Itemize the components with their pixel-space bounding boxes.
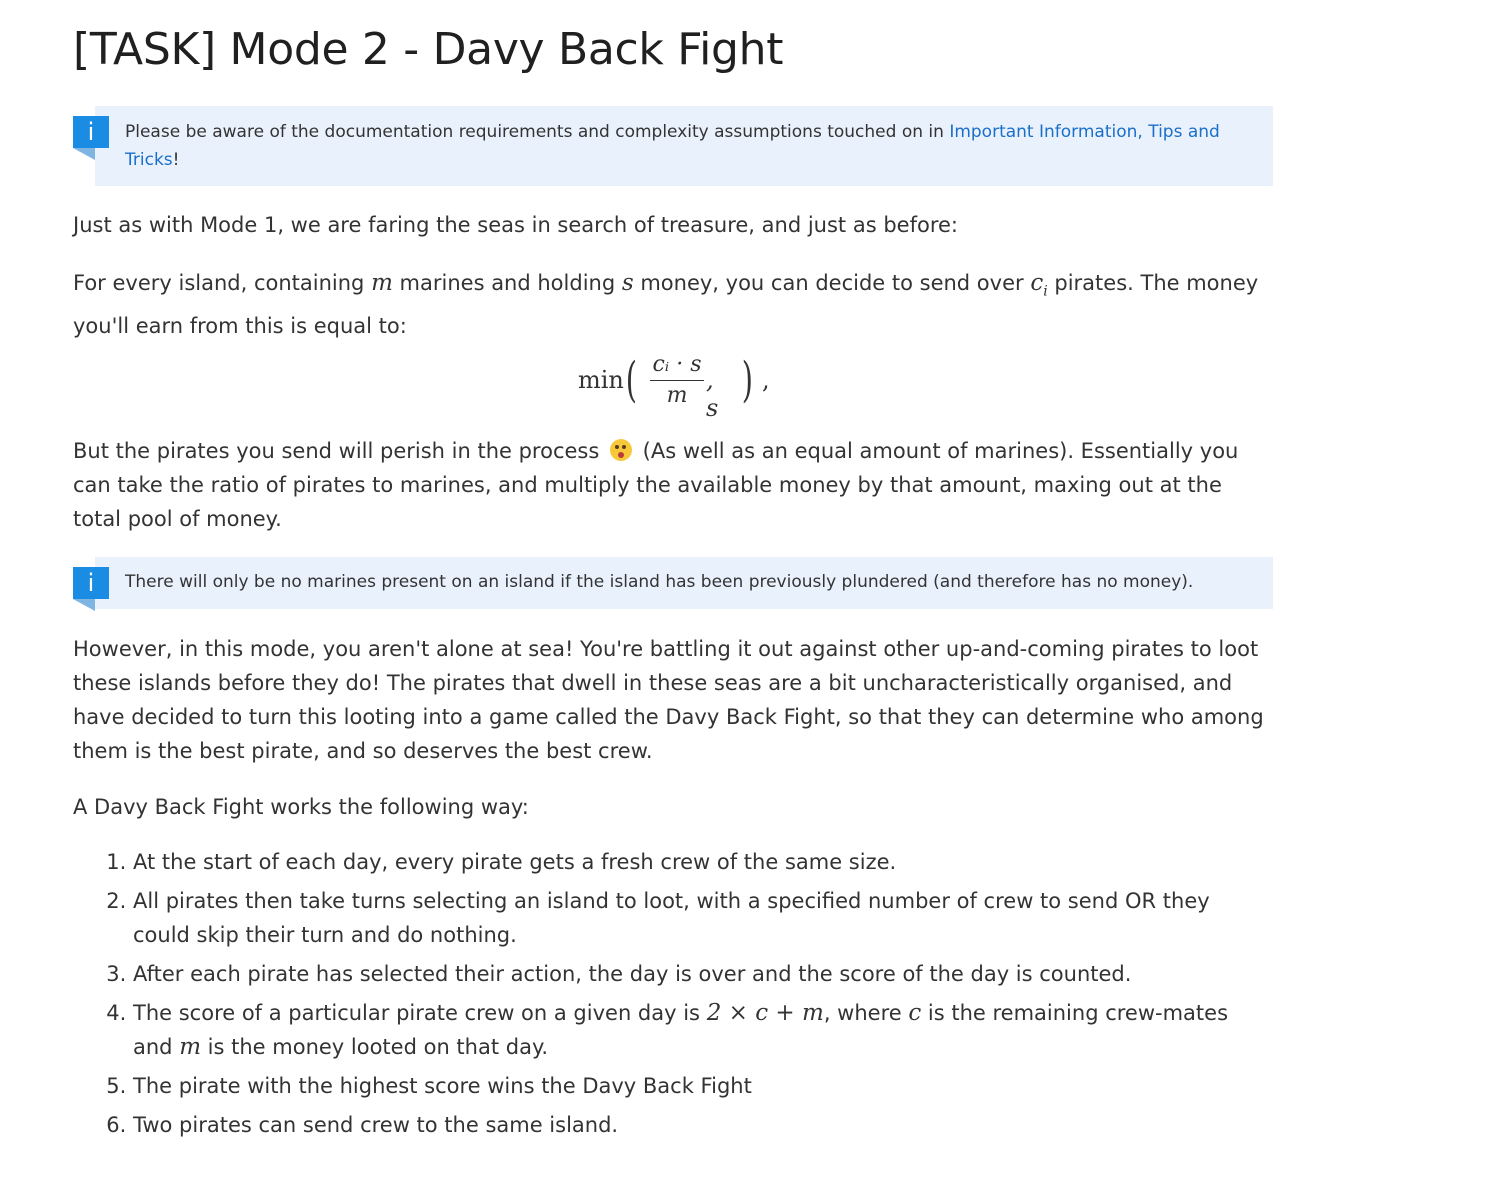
- callout-text-before: Please be aware of the documentation requirements and complexity assumptions touched on in: [125, 122, 950, 142]
- text-segment: marines and holding: [392, 271, 622, 295]
- math-s: s: [621, 270, 634, 296]
- formula-fraction: [650, 352, 704, 409]
- page-title: [TASK] Mode 2 - Davy Back Fight: [73, 24, 784, 75]
- paragraph-perish: [73, 434, 1273, 536]
- formula-fraction-bar: [650, 380, 704, 381]
- text-segment: (As well as an equal amount of marines). Essentially you can take the ratio of pirates to marines, and multiply the available money by that amount, maxing out at the total pool of money.: [73, 439, 1239, 531]
- text-segment: The score of a particular pirate crew on a given day is: [133, 1001, 707, 1025]
- list-item: 5. The pirate with the highest score wins the Davy Back Fight: [133, 1069, 1273, 1103]
- text-segment: money, you can decide to send over: [633, 271, 1031, 295]
- text-segment: is the remaining crew-mates and: [133, 1001, 1229, 1059]
- math-ci: $c_i$: [1030, 270, 1048, 300]
- info-callout-docs: [87, 106, 1273, 186]
- list-item: 2. All pirates then take turns selecting an island to loot, with a specified number of crew to send OR they could skip their turn and do nothing.: [133, 884, 1273, 952]
- important-info-link[interactable]: Important Information, Tips and Tricks: [125, 122, 1220, 170]
- paragraph-island-rule: [73, 266, 1273, 343]
- math-score-expression: 2 × c + m: [706, 1000, 824, 1026]
- text-segment: , where: [823, 1001, 909, 1025]
- text-segment: But the pirates you send will perish in the process: [73, 439, 600, 463]
- paragraph-davy-back-fight: However, in this mode, you aren't alone at sea! You're battling it out against other up-and-coming pirates to loot these islands before they do! The pirates that dwell in these seas are a bit uncharacteristically organised, and have decided to turn this looting into a game called the Davy Back Fight, so that they can determine who among them is the best pirate, and so deserves the best crew.: [73, 637, 1264, 763]
- astonished-face-icon: [610, 439, 632, 461]
- paragraph-rules-intro: A Davy Back Fight works the following way:: [73, 795, 529, 819]
- formula-trailing-comma: ,: [762, 366, 770, 394]
- math-m: m: [179, 1034, 201, 1060]
- math-m: m: [371, 270, 393, 296]
- list-item: 1. At the start of each day, every pirate gets a fresh crew of the same size.: [133, 845, 1273, 879]
- text-segment: is the money looted on that day.: [201, 1035, 549, 1059]
- text-segment: For every island, containing: [73, 271, 372, 295]
- formula-min: min: [578, 366, 624, 394]
- info-callout-marines: [87, 557, 1273, 609]
- paragraph-intro: Just as with Mode 1, we are faring the seas in search of treasure, and just as before:: [73, 213, 958, 237]
- info-icon: i: [73, 116, 109, 148]
- info-callout-text: There will only be no marines present on an island if the island has been previously plundered (and therefore has no money).: [125, 572, 1194, 592]
- info-icon: i: [73, 567, 109, 599]
- list-item: [133, 996, 1273, 1064]
- formula-denominator: m: [666, 383, 688, 408]
- rules-list: [107, 845, 1273, 1147]
- math-c: c: [908, 1000, 922, 1026]
- callout-text-after: !: [172, 150, 180, 170]
- info-callout-text: [95, 106, 1273, 186]
- list-item: 3. After each pirate has selected their action, the day is over and the score of the day is counted.: [133, 957, 1273, 991]
- list-item: 6. Two pirates can send crew to the same island.: [133, 1108, 1273, 1142]
- formula-numerator: cᵢ · s: [652, 352, 702, 377]
- formula-left-paren: (: [625, 352, 637, 408]
- text-segment: pirates. The money you'll earn from this is equal to:: [73, 271, 1259, 338]
- formula-second-arg: , s: [706, 366, 719, 422]
- formula-right-paren: ): [741, 352, 753, 408]
